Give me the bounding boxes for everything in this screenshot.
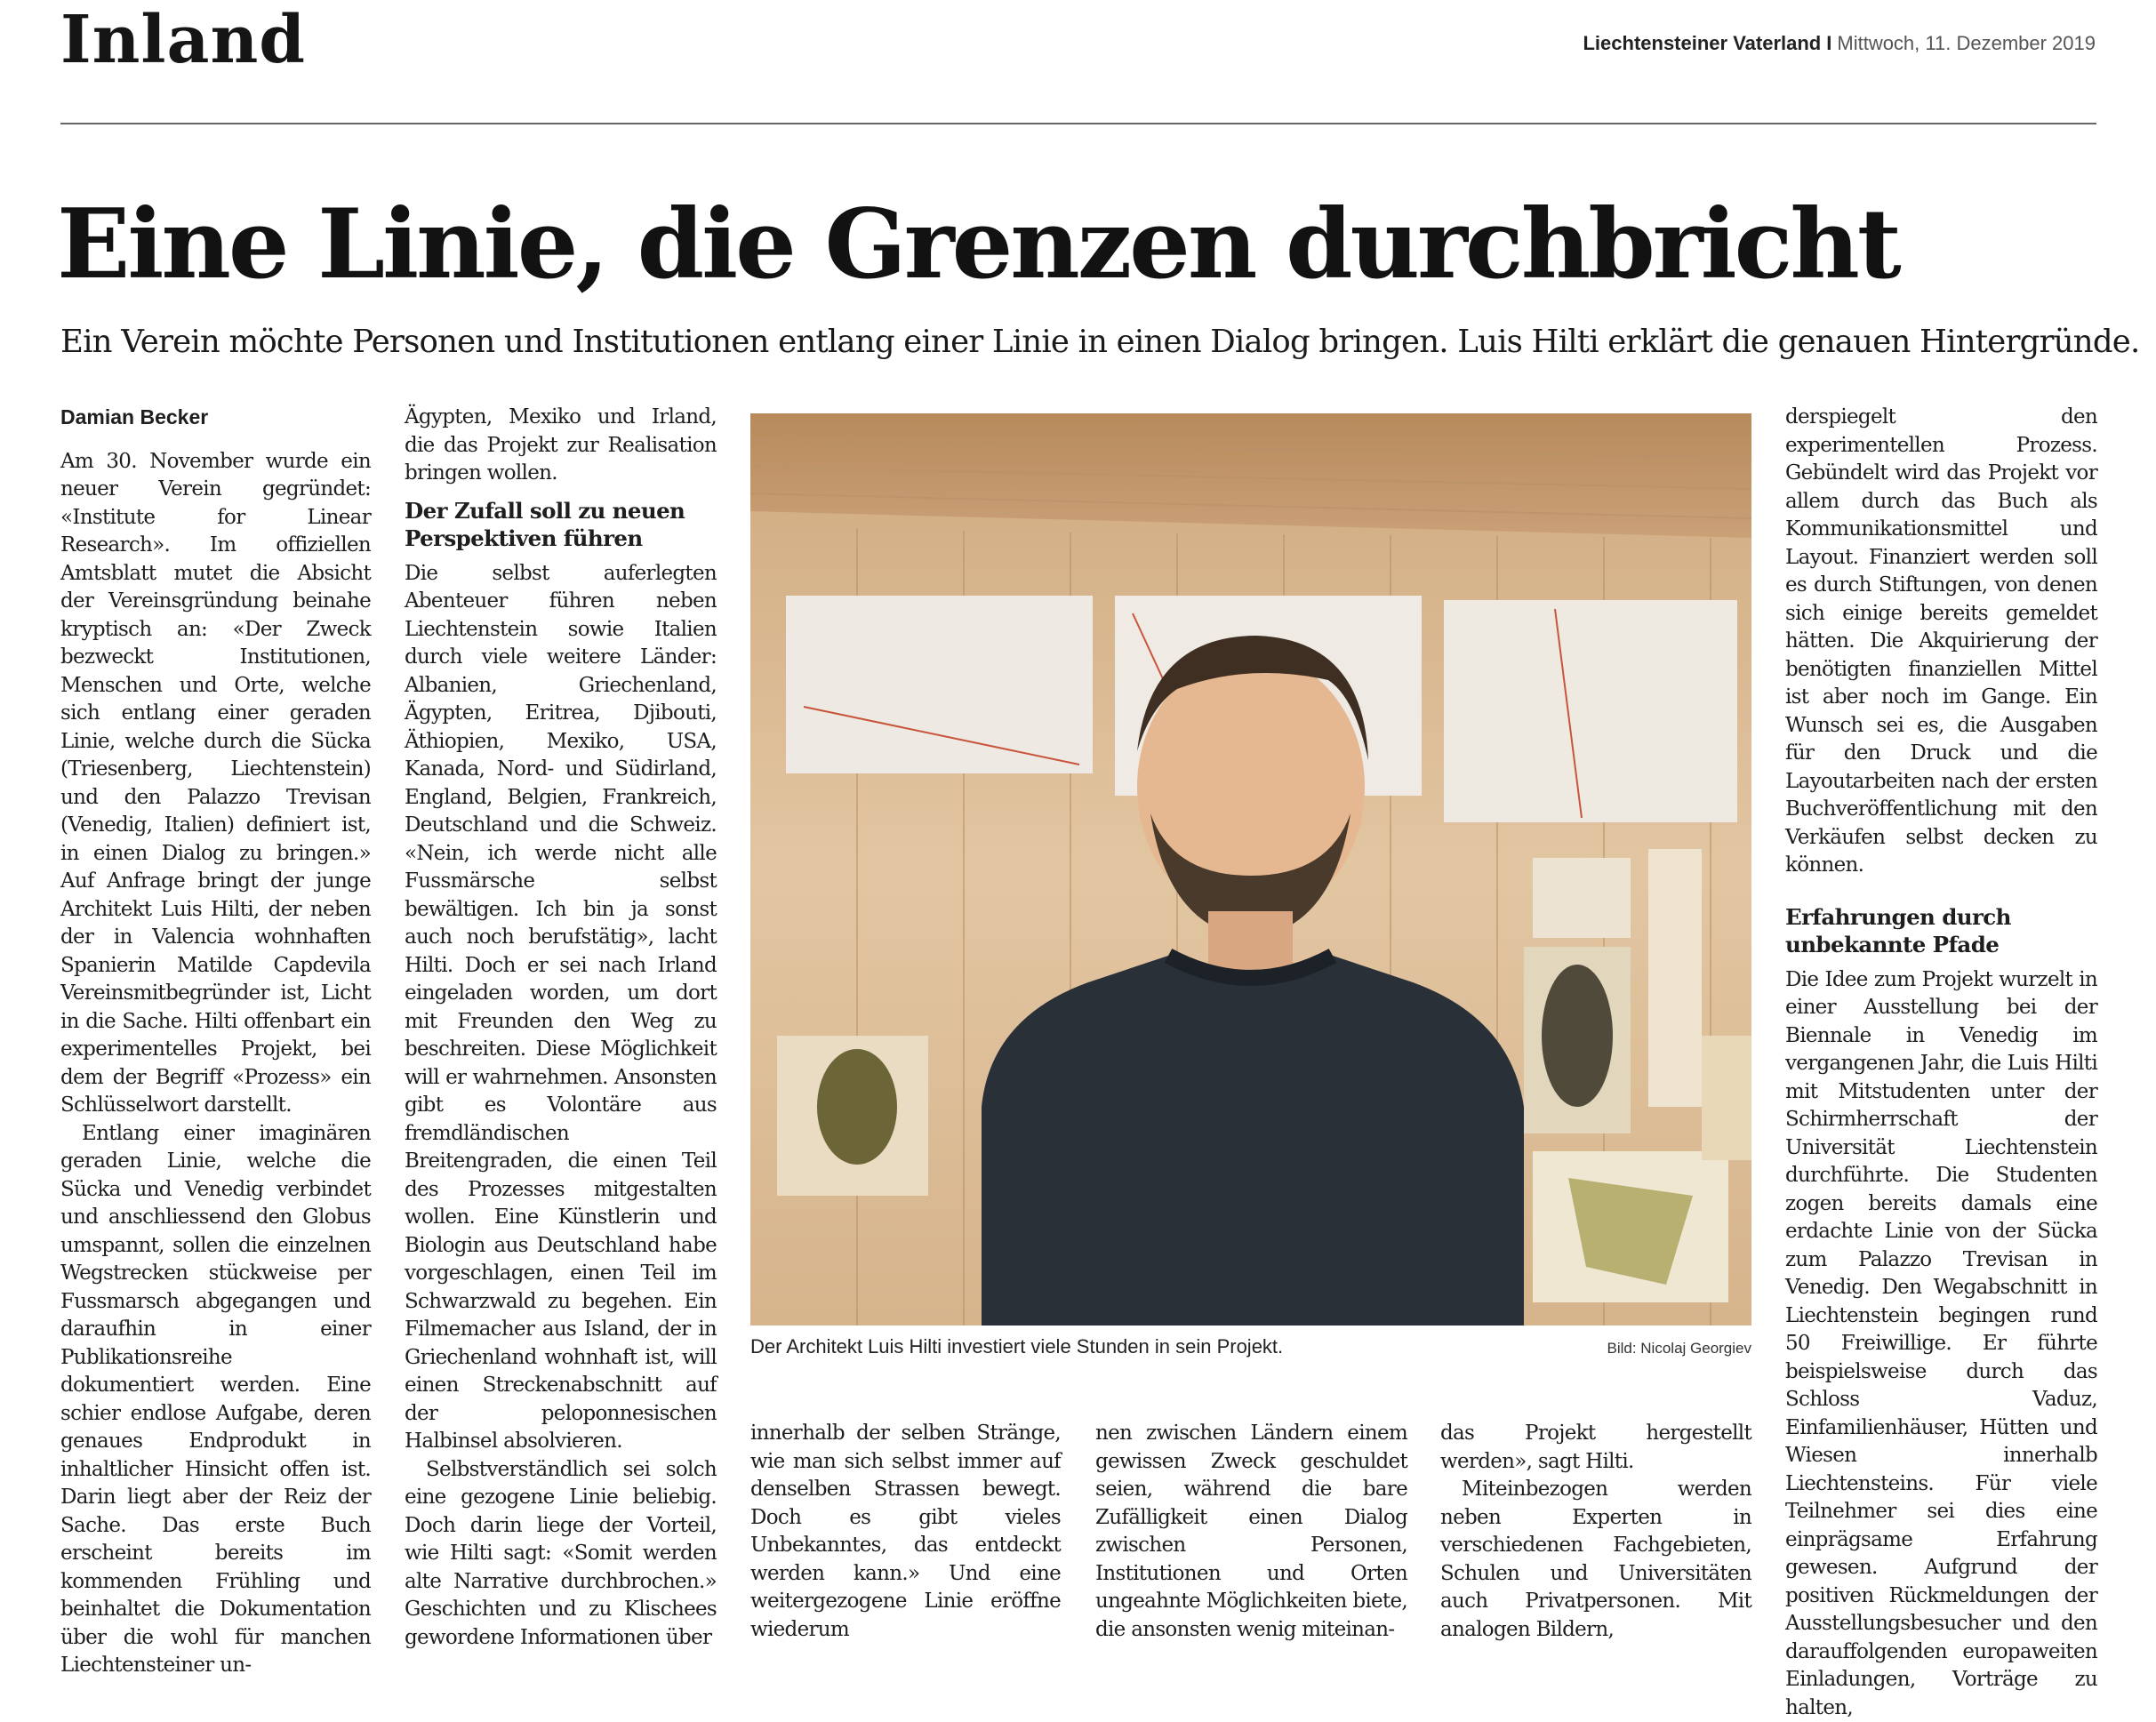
- article-column-5: [1440, 1420, 1751, 1644]
- masthead-separator: I: [1826, 32, 1831, 54]
- masthead: [1583, 32, 2096, 55]
- paragraph: innerhalb der selben Stränge, wie man sich selbst immer auf denselben Strassen bewegt. Doch es gibt vieles Unbekanntes, das entdeckt werden kann.» Und eine weitergezogene Linie eröffne wiederum: [750, 1420, 1061, 1644]
- paragraph: das Projekt hergestellt werden», sagt Hilti.: [1440, 1420, 1751, 1476]
- paragraph: Entlang einer imaginären geraden Linie, welche die Sücka und Venedig verbindet und anschliessend den Globus umspannt, sollen die einzelnen Wegstrecken stückweise per Fussmarsch abgegangen und daraufhin in einer Publikationsreihe dokumentiert werden. Eine schier endlose Aufgabe, deren genaues Endprodukt in inhaltlicher Hinsicht offen ist. Darin liegt aber der Reiz der Sache. Das erste Buch erscheint bereits im kommenden Frühling und beinhaltet die Dokumentation über die wohl für manchen Liechtensteiner un-: [60, 1120, 371, 1680]
- article-column-3: [750, 1420, 1061, 1644]
- paragraph: Ägypten, Mexiko und Irland, die das Projekt zur Realisation bringen wollen.: [405, 404, 717, 488]
- paragraph: Am 30. November wurde ein neuer Verein gegründet: «Institute for Linear Research». Im offiziellen Amtsblatt mutet die Absicht der Vereinsgründung beinahe kryptisch an: «Der Zweck bezweckt Institutionen, Menschen und Orte, welche sich entlang einer geraden Linie, welche durch die Sücka (Triesenberg, Liechtenstein) und den Palazzo Trevisan (Venedig, Italien) definiert ist, in einen Dialog zu bringen.» Auf Anfrage bringt der junge Architekt Luis Hilti, der neben der in Valencia wohnhaften Spanierin Matilde Capdevila Vereinsmitbegründer ist, Licht in die Sache. Hilti offenbart ein experimentelles Projekt, bei dem der Begriff «Prozess» ein Schlüsselwort darstellt.: [60, 448, 371, 1120]
- paragraph: nen zwischen Ländern einem gewissen Zweck geschuldet seien, während die bare Zufälligkeit einen Dialog zwischen Personen, Institutionen und Orten ungeahnte Möglichkeiten biete, die ansonsten wenig miteinan-: [1095, 1420, 1407, 1644]
- paragraph: Miteinbezogen werden neben Experten in verschiedenen Fachgebieten, Schulen und Universitäten auch Privatpersonen. Mit analogen Bildern,: [1440, 1476, 1751, 1644]
- headline: Eine Linie, die Grenzen durchbricht: [57, 192, 1899, 298]
- article-column-6: [1785, 404, 2097, 1722]
- header-rule: [60, 123, 2096, 124]
- paragraph: Selbstverständlich sei solch eine gezogene Linie beliebig. Doch darin liege der Vorteil, wie Hilti sagt: «Somit werden alte Narrative durchbrochen.» Geschichten und zu Klischees gewordene Informationen über: [405, 1456, 717, 1653]
- article-photo: [750, 413, 1751, 1326]
- newspaper-name: Liechtensteiner Vaterland: [1583, 32, 1821, 54]
- paragraph: derspiegelt den experimentellen Prozess. Gebündelt wird das Projekt vor allem durch das Buch als Kommunikationsmittel und Layout. Finanziert werden soll es durch Stiftungen, von denen sich einige bereits gemeldet hätten. Die Akquirierung der benötigten finanziellen Mittel ist aber noch im Gange. Ein Wunsch sei es, die Ausgaben für den Druck und die Layoutarbeiten nach der ersten Buchveröffentlichung mit den Verkäufen selbst decken zu können.: [1785, 404, 2097, 880]
- subheading: Erfahrungen durch unbekannte Pfade: [1785, 903, 2097, 959]
- section-title: Inland: [60, 2, 306, 78]
- article-column-4: [1095, 1420, 1407, 1644]
- photo-caption: Der Architekt Luis Hilti investiert viele Stunden in sein Projekt.: [750, 1335, 1751, 1358]
- paragraph: Die Idee zum Projekt wurzelt in einer Ausstellung bei der Biennale in Venedig im vergangenen Jahr, die Luis Hilti mit Mitstudenten unter der Schirmherrschaft der Universität Liechtenstein durchführte. Die Studenten zogen bereits damals eine erdachte Linie von der Sücka zum Palazzo Trevisan in Venedig. Den Wegabschnitt in Liechtenstein begingen rund 50 Freiwillige. Er führte beispielsweise durch das Schloss Vaduz, Einfamilienhäuser, Hütten und Wiesen innerhalb Liechtensteins. Für viele Teilnehmer sei dies eine einprägsame Erfahrung gewesen. Aufgrund der positiven Rückmeldungen der Ausstellungsbesucher und den darauffolgenden europaweiten Einladungen, Vorträge zu halten,: [1785, 966, 2097, 1722]
- article-column-1: [60, 404, 371, 1680]
- lead-paragraph: Ein Verein möchte Personen und Institutionen entlang einer Linie in einen Dialog bringen. Luis Hilti erklärt die genauen Hintergründe.: [60, 324, 2139, 360]
- issue-date: Mittwoch, 11. Dezember 2019: [1837, 32, 2096, 54]
- subheading: Der Zufall soll zu neuen Perspektiven führen: [405, 497, 717, 553]
- article-column-2: [405, 404, 717, 1652]
- photo-credit: Bild: Nicolaj Georgiev: [1607, 1340, 1751, 1358]
- paragraph: Die selbst auferlegten Abenteuer führen neben Liechtenstein sowie Italien durch viele weitere Länder: Albanien, Griechenland, Ägypten, Eritrea, Djibouti, Äthiopien, Mexiko, USA, Kanada, Nord- und Südirland, England, Belgien, Frankreich, Deutschland und die Schweiz. «Nein, ich werde nicht alle Fussmärsche selbst bewältigen. Ich bin ja sonst auch noch berufstätig», lacht Hilti. Doch er sei nach Irland eingeladen worden, um dort mit Freunden den Weg zu beschreiten. Diese Möglichkeit will er wahrnehmen. Ansonsten gibt es Volontäre aus fremdländischen Breitengraden, die einen Teil des Prozesses mitgestalten wollen. Eine Künstlerin und Biologin aus Deutschland habe vorgeschlagen, einen Teil im Schwarzwald zu begehen. Ein Filmemacher aus Island, der in Griechenland wohnhaft ist, will einen Streckenabschnitt auf der peloponnesischen Halbinsel absolvieren.: [405, 560, 717, 1456]
- byline: Damian Becker: [60, 404, 371, 432]
